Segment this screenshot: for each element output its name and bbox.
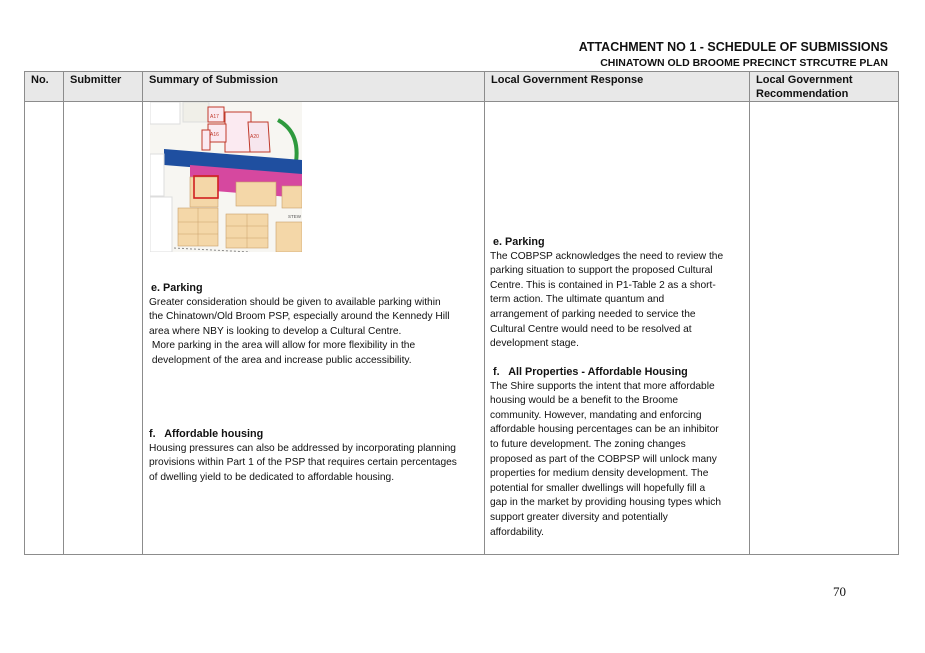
summary-parking-line: More parking in the area will allow for more flexibility in the (149, 340, 416, 352)
page-title: ATTACHMENT NO 1 - SCHEDULE OF SUBMISSIONS (578, 40, 888, 54)
response-housing-line: housing would be a benefit to the Broome (490, 395, 679, 407)
response-parking-line: term action. The ultimate quantum and (490, 294, 665, 306)
summary-housing-line: provisions within Part 1 of the PSP that requires certain percentages (149, 457, 457, 469)
response-parking-line: development stage. (490, 338, 579, 350)
summary-parking-line: Greater consideration should be given to available parking within (149, 296, 441, 308)
response-housing (490, 365, 748, 540)
summary-housing-heading-text: f. Affordable housing (149, 428, 264, 440)
response-parking-line: Cultural Centre would need to be resolved at (490, 323, 692, 335)
table-header-row (25, 72, 899, 102)
cell-recommendation (750, 102, 899, 555)
page-subtitle: CHINATOWN OLD BROOME PRECINCT STRCUTRE PLAN (600, 57, 888, 69)
response-housing-heading: f. All Properties - Affordable Housing (493, 366, 688, 378)
response-housing-line: support greater diversity and potentially (490, 511, 668, 523)
response-parking (490, 235, 748, 352)
summary-parking (149, 281, 479, 369)
summary-housing-line: Housing pressures can also be addressed by incorporating planning (149, 442, 456, 454)
cell-no (25, 102, 64, 555)
cell-submitter (64, 102, 143, 555)
map-label-stew: STEW (288, 214, 301, 219)
map-label-a17: A17 (210, 114, 219, 120)
summary-parking-line: the Chinatown/Old Broom PSP, especially around the Kennedy Hill (149, 311, 450, 323)
response-housing-line: gap in the market by providing housing types which (490, 497, 722, 509)
col-recommendation: Local Government Recommendation (750, 72, 899, 102)
response-housing-line: to future development. The zoning changes (490, 438, 686, 450)
summary-housing-heading (149, 427, 481, 442)
col-submitter: Submitter (64, 72, 143, 102)
summary-housing (149, 427, 481, 485)
response-housing-line: affordability. (490, 526, 544, 538)
response-housing-line: affordable housing percentages can be an inhibitor (490, 424, 719, 436)
response-housing-line: The Shire supports the intent that more affordable (490, 380, 715, 392)
col-response: Local Government Response (485, 72, 750, 102)
response-housing-line: proposed as part of the COBPSP will unlock many (490, 453, 717, 465)
response-parking-line: The COBPSP acknowledges the need to review the (490, 250, 724, 262)
col-no: No. (25, 72, 64, 102)
summary-parking-line: area where NBY is looking to develop a Cultural Centre. (149, 325, 402, 337)
response-parking-line: arrangement of parking needed to service the (490, 308, 696, 320)
summary-parking-heading: e. Parking (151, 282, 203, 294)
page-number: 70 (833, 584, 846, 599)
precinct-map-image (150, 102, 302, 252)
response-parking-line: parking situation to support the proposed Cultural (490, 265, 713, 277)
cell-response (485, 102, 750, 555)
response-housing-line: potential for smaller dwellings will hopefully fill a (490, 482, 706, 494)
response-parking-heading: e. Parking (493, 236, 545, 248)
map-label-a16: A16 (210, 132, 219, 138)
table-row (25, 102, 899, 555)
response-housing-line: properties for medium density development. The (490, 468, 709, 480)
response-housing-line: community. However, mandating and enforcing (490, 409, 702, 421)
response-parking-line: Centre. This is contained in P1-Table 2 as a short- (490, 279, 716, 291)
cell-summary (143, 102, 485, 555)
col-summary: Summary of Submission (143, 72, 485, 102)
submissions-table (24, 71, 899, 555)
summary-parking-line: development of the area and increase public accessibility. (149, 354, 412, 366)
summary-housing-line: of dwelling yield to be dedicated to affordable housing. (149, 471, 395, 483)
precinct-map (150, 102, 302, 252)
map-label-a20: A20 (250, 134, 259, 140)
